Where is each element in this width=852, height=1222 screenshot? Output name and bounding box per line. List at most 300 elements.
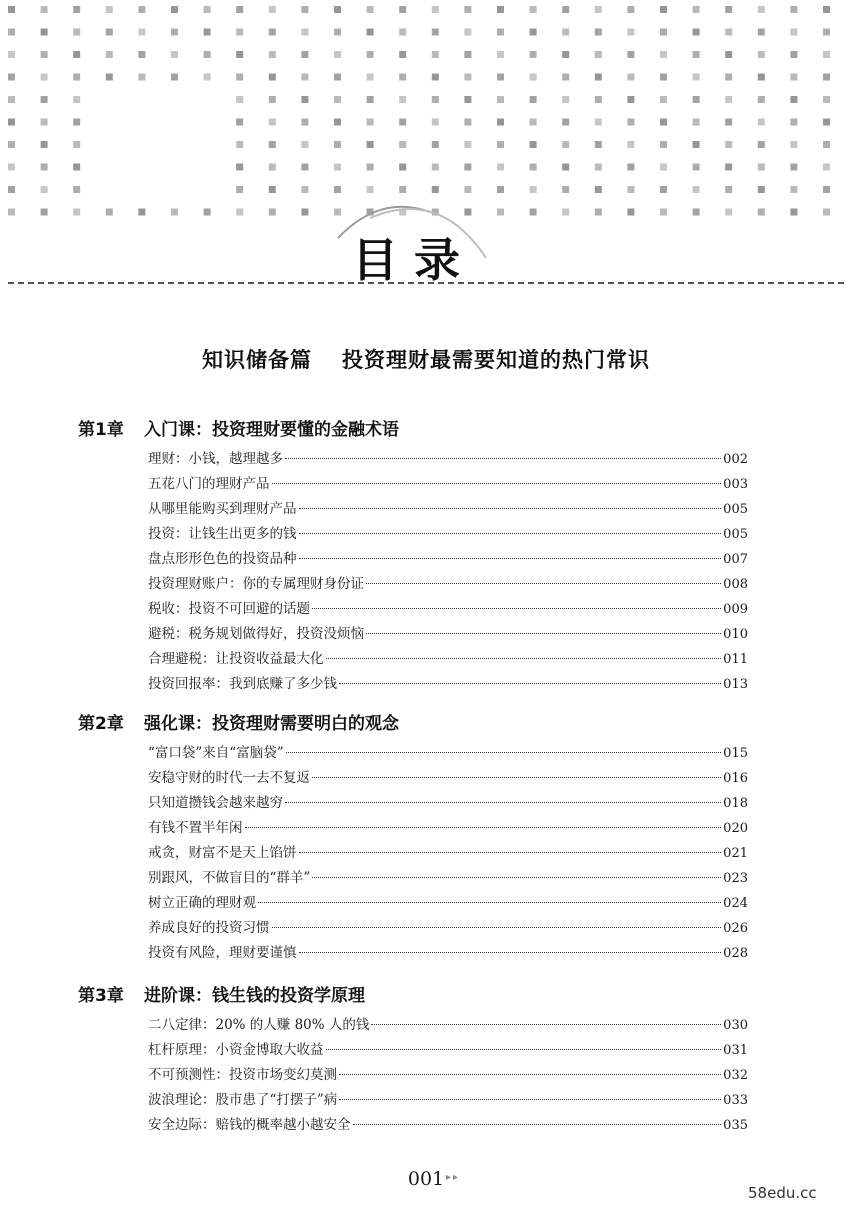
grid-dot <box>432 74 439 81</box>
grid-dot <box>73 96 80 103</box>
dot-leader <box>339 1074 721 1075</box>
grid-dot <box>41 186 48 193</box>
grid-dot <box>823 29 830 36</box>
toc-entry[interactable] <box>148 647 748 672</box>
grid-dot <box>334 74 341 81</box>
grid-dot <box>530 141 537 148</box>
grid-dot <box>204 6 211 13</box>
toc-entry[interactable] <box>148 741 748 766</box>
toc-entry-page: 009 <box>723 602 748 617</box>
grid-dot <box>758 186 765 193</box>
grid-dot <box>432 164 439 171</box>
grid-dot <box>334 29 341 36</box>
grid-dot <box>627 141 634 148</box>
chapter-2 <box>78 707 748 966</box>
grid-dot <box>823 74 830 81</box>
toc-entry-title: 投资理财账户：你的专属理财身份证 <box>148 576 364 592</box>
grid-dot <box>530 6 537 13</box>
grid-dot <box>432 6 439 13</box>
grid-dot <box>562 29 569 36</box>
toc-entry[interactable] <box>148 547 748 572</box>
grid-dot <box>595 119 602 126</box>
grid-dot <box>823 141 830 148</box>
grid-dot <box>236 164 243 171</box>
dot-leader <box>353 1124 722 1125</box>
toc-entry-title: 投资回报率：我到底赚了多少钱 <box>148 676 337 692</box>
site-watermark: 58edu.cc <box>748 1184 817 1202</box>
grid-dot <box>367 6 374 13</box>
grid-dot <box>693 119 700 126</box>
grid-dot <box>725 209 732 216</box>
grid-dot <box>660 119 667 126</box>
dot-leader <box>299 508 722 509</box>
toc-entry-page: 010 <box>723 627 748 642</box>
grid-dot <box>627 29 634 36</box>
toc-entry[interactable] <box>148 672 748 697</box>
grid-dot <box>790 51 797 58</box>
grid-dot <box>334 164 341 171</box>
grid-dot <box>562 119 569 126</box>
grid-dot <box>464 141 471 148</box>
grid-dot <box>790 164 797 171</box>
grid-dot <box>464 6 471 13</box>
grid-dot <box>790 119 797 126</box>
toc-entry-title: 养成良好的投资习惯 <box>148 920 270 936</box>
grid-dot <box>693 141 700 148</box>
grid-dot <box>204 209 211 216</box>
dot-leader <box>312 608 721 609</box>
grid-dot <box>627 119 634 126</box>
grid-dot <box>73 186 80 193</box>
grid-dot <box>41 119 48 126</box>
grid-dot <box>823 119 830 126</box>
toc-entry-page: 032 <box>723 1068 748 1083</box>
grid-dot <box>497 74 504 81</box>
toc-entry[interactable] <box>148 1088 748 1113</box>
toc-entry[interactable] <box>148 1063 748 1088</box>
grid-dot <box>236 96 243 103</box>
grid-dot <box>627 6 634 13</box>
grid-dot <box>725 51 732 58</box>
grid-dot <box>660 141 667 148</box>
toc-entry-title: “富口袋”来自“富脑袋” <box>148 745 284 761</box>
grid-dot <box>464 51 471 58</box>
grid-dot <box>399 51 406 58</box>
toc-entry-page: 007 <box>723 552 748 567</box>
grid-dot <box>464 96 471 103</box>
chapter-number: 第1章 <box>78 420 124 440</box>
grid-dot <box>41 6 48 13</box>
grid-dot <box>399 164 406 171</box>
grid-dot <box>464 164 471 171</box>
toc-entry-title: 税收：投资不可回避的话题 <box>148 601 310 617</box>
grid-dot <box>73 119 80 126</box>
grid-dot <box>269 96 276 103</box>
toc-entry[interactable] <box>148 1113 748 1138</box>
grid-dot <box>301 74 308 81</box>
toc-entry[interactable] <box>148 841 748 866</box>
toc-entry-page: 024 <box>723 896 748 911</box>
chapter-title: 强化课：投资理财需要明白的观念 <box>144 714 399 734</box>
grid-dot <box>823 6 830 13</box>
grid-dot <box>530 209 537 216</box>
toc-entry[interactable] <box>148 916 748 941</box>
grid-dot <box>367 51 374 58</box>
grid-dot <box>8 51 15 58</box>
toc-entry-page: 008 <box>723 577 748 592</box>
toc-entry[interactable] <box>148 791 748 816</box>
toc-entry-title: 树立正确的理财观 <box>148 895 256 911</box>
chapter-title: 进阶课：钱生钱的投资学原理 <box>144 986 365 1006</box>
toc-entry-title: 五花八门的理财产品 <box>148 476 270 492</box>
grid-dot <box>269 141 276 148</box>
toc-entry-title: 从哪里能购买到理财产品 <box>148 501 297 517</box>
toc-entry-title: 盘点形形色色的投资品种 <box>148 551 297 567</box>
grid-dot <box>41 209 48 216</box>
grid-dot <box>399 6 406 13</box>
grid-dot <box>236 119 243 126</box>
chapter-heading <box>78 979 748 1013</box>
dot-leader <box>272 483 722 484</box>
grid-dot <box>41 29 48 36</box>
dot-leader <box>326 658 722 659</box>
grid-dot <box>660 51 667 58</box>
grid-dot <box>497 96 504 103</box>
grid-dot <box>41 51 48 58</box>
grid-dot <box>595 51 602 58</box>
toc-entry[interactable] <box>148 622 748 647</box>
grid-dot <box>660 96 667 103</box>
toc-entry[interactable] <box>148 522 748 547</box>
grid-dot <box>693 164 700 171</box>
grid-dot <box>334 6 341 13</box>
grid-dot <box>758 6 765 13</box>
chapter-3 <box>78 979 748 1138</box>
grid-dot <box>530 164 537 171</box>
grid-dot <box>725 6 732 13</box>
toc-entry[interactable] <box>148 572 748 597</box>
grid-dot <box>823 209 830 216</box>
grid-dot <box>432 51 439 58</box>
grid-dot <box>334 96 341 103</box>
toc-entry-page: 021 <box>723 846 748 861</box>
page-title: 目录 <box>352 233 476 287</box>
double-arrow-icon: ▸▸ <box>446 1172 461 1183</box>
grid-dot <box>725 164 732 171</box>
grid-dot <box>693 74 700 81</box>
grid-dot <box>693 209 700 216</box>
chapter-title: 入门课：投资理财要懂的金融术语 <box>144 420 399 440</box>
grid-dot <box>660 164 667 171</box>
grid-dot <box>432 29 439 36</box>
grid-dot <box>334 186 341 193</box>
toc-entry-title: 投资有风险，理财要谨慎 <box>148 945 297 961</box>
grid-dot <box>530 51 537 58</box>
grid-dot <box>106 74 113 81</box>
grid-dot <box>399 29 406 36</box>
dot-leader <box>326 1049 722 1050</box>
grid-dot <box>758 209 765 216</box>
grid-dot <box>334 119 341 126</box>
grid-dot <box>758 96 765 103</box>
dot-leader <box>371 1024 721 1025</box>
toc-entry-page: 015 <box>723 746 748 761</box>
grid-dot <box>562 141 569 148</box>
toc-entry-page: 013 <box>723 677 748 692</box>
grid-dot <box>73 164 80 171</box>
chapter-heading <box>78 413 748 447</box>
dot-leader <box>366 583 721 584</box>
toc-entry-page: 028 <box>723 946 748 961</box>
grid-dot <box>627 51 634 58</box>
toc-entry-title: 合理避税：让投资收益最大化 <box>148 651 324 667</box>
toc-entry-page: 005 <box>723 527 748 542</box>
toc-entry[interactable] <box>148 941 748 966</box>
toc-entry[interactable] <box>148 816 748 841</box>
toc-entry-page: 016 <box>723 771 748 786</box>
dot-leader <box>339 1099 721 1100</box>
grid-dot <box>204 74 211 81</box>
toc-entry-page: 035 <box>723 1118 748 1133</box>
grid-dot <box>562 209 569 216</box>
grid-dot <box>497 119 504 126</box>
grid-dot <box>464 29 471 36</box>
toc-entry[interactable] <box>148 766 748 791</box>
grid-dot <box>171 29 178 36</box>
toc-entry[interactable] <box>148 472 748 497</box>
toc-entry-page: 033 <box>723 1093 748 1108</box>
grid-dot <box>41 96 48 103</box>
toc-entry-page: 031 <box>723 1043 748 1058</box>
grid-dot <box>138 6 145 13</box>
grid-dot <box>138 209 145 216</box>
chapter-number: 第2章 <box>78 714 124 734</box>
toc-entry-page: 005 <box>723 502 748 517</box>
grid-dot <box>399 141 406 148</box>
grid-dot <box>73 29 80 36</box>
toc-entry[interactable] <box>148 866 748 891</box>
dot-leader <box>299 852 722 853</box>
grid-dot <box>464 74 471 81</box>
toc-entry-title: 别跟风，不做盲目的“群羊” <box>148 870 311 886</box>
grid-dot <box>660 29 667 36</box>
dot-leader <box>339 683 721 684</box>
dot-leader <box>312 777 721 778</box>
grid-dot <box>367 164 374 171</box>
grid-dot <box>823 96 830 103</box>
grid-dot <box>171 209 178 216</box>
grid-dot <box>530 29 537 36</box>
grid-dot <box>432 119 439 126</box>
grid-dot <box>106 209 113 216</box>
grid-dot <box>269 74 276 81</box>
grid-dot <box>301 6 308 13</box>
grid-dot <box>204 29 211 36</box>
grid-dot <box>758 164 765 171</box>
grid-dot <box>627 164 634 171</box>
toc-entry[interactable] <box>148 1038 748 1063</box>
grid-dot <box>432 186 439 193</box>
grid-dot <box>464 186 471 193</box>
grid-dot <box>530 186 537 193</box>
toc-entry-title: 杠杆原理：小资金博取大收益 <box>148 1042 324 1058</box>
grid-dot <box>73 74 80 81</box>
grid-dot <box>497 51 504 58</box>
grid-dot <box>269 119 276 126</box>
grid-dot <box>367 186 374 193</box>
grid-dot <box>269 6 276 13</box>
grid-dot <box>595 186 602 193</box>
chapter-heading <box>78 707 748 741</box>
grid-dot <box>8 6 15 13</box>
grid-dot <box>269 164 276 171</box>
grid-dot <box>497 29 504 36</box>
grid-dot <box>236 209 243 216</box>
grid-dot <box>8 141 15 148</box>
grid-dot <box>73 51 80 58</box>
grid-dot <box>269 209 276 216</box>
grid-dot <box>269 29 276 36</box>
grid-dot <box>301 186 308 193</box>
toc-entry-page: 020 <box>723 821 748 836</box>
dot-leader <box>299 558 722 559</box>
toc-entry[interactable] <box>148 1013 748 1038</box>
dot-leader <box>299 952 722 953</box>
grid-dot <box>562 186 569 193</box>
toc-entry-page: 030 <box>723 1018 748 1033</box>
grid-dot <box>171 74 178 81</box>
grid-dot <box>106 51 113 58</box>
grid-dot <box>530 74 537 81</box>
grid-dot <box>301 119 308 126</box>
part-label: 知识储备篇 <box>202 348 312 372</box>
grid-dot <box>171 6 178 13</box>
grid-dot <box>236 29 243 36</box>
grid-dot <box>301 141 308 148</box>
title-divider <box>8 282 844 284</box>
grid-dot <box>8 209 15 216</box>
grid-dot <box>725 29 732 36</box>
dot-leader <box>299 533 722 534</box>
dot-leader <box>285 458 721 459</box>
toc-entry-page: 003 <box>723 477 748 492</box>
grid-dot <box>367 141 374 148</box>
dot-leader <box>258 902 721 903</box>
grid-dot <box>367 119 374 126</box>
grid-dot <box>8 119 15 126</box>
grid-dot <box>497 209 504 216</box>
grid-dot <box>138 51 145 58</box>
grid-dot <box>497 164 504 171</box>
toc-entry-title: 只知道攒钱会越来越穷 <box>148 795 283 811</box>
grid-dot <box>530 96 537 103</box>
grid-dot <box>823 186 830 193</box>
dot-leader <box>366 633 721 634</box>
grid-dot <box>725 186 732 193</box>
grid-dot <box>627 209 634 216</box>
grid-dot <box>334 51 341 58</box>
toc-entry-title: 理财：小钱，越理越多 <box>148 451 283 467</box>
grid-dot <box>660 6 667 13</box>
toc-entry[interactable] <box>148 597 748 622</box>
grid-dot <box>73 141 80 148</box>
grid-dot <box>562 51 569 58</box>
toc-entry[interactable] <box>148 497 748 522</box>
toc-entry-page: 002 <box>723 452 748 467</box>
part-heading <box>0 344 852 374</box>
grid-dot <box>758 141 765 148</box>
grid-dot <box>236 141 243 148</box>
grid-dot <box>269 51 276 58</box>
grid-dot <box>236 186 243 193</box>
grid-dot <box>595 29 602 36</box>
grid-dot <box>41 74 48 81</box>
grid-dot <box>497 141 504 148</box>
dot-leader <box>312 877 721 878</box>
grid-dot <box>562 74 569 81</box>
grid-dot <box>432 96 439 103</box>
grid-dot <box>301 29 308 36</box>
chapter-1 <box>78 413 748 697</box>
grid-dot <box>725 141 732 148</box>
grid-dot <box>41 141 48 148</box>
grid-dot <box>693 29 700 36</box>
grid-dot <box>823 164 830 171</box>
grid-dot <box>106 29 113 36</box>
toc-entry-page: 026 <box>723 921 748 936</box>
grid-dot <box>660 186 667 193</box>
dot-leader <box>245 827 722 828</box>
toc-entry-title: 不可预测性：投资市场变幻莫测 <box>148 1067 337 1083</box>
grid-dot <box>790 29 797 36</box>
grid-dot <box>790 141 797 148</box>
grid-dot <box>660 74 667 81</box>
grid-dot <box>301 51 308 58</box>
grid-dot <box>562 96 569 103</box>
grid-dot <box>399 74 406 81</box>
grid-dot <box>106 6 113 13</box>
toc-entry-title: 戒贪，财富不是天上馅饼 <box>148 845 297 861</box>
dot-leader <box>286 752 722 753</box>
grid-dot <box>693 186 700 193</box>
grid-dot <box>693 96 700 103</box>
grid-dot <box>725 119 732 126</box>
grid-dot <box>660 209 667 216</box>
grid-dot <box>8 164 15 171</box>
grid-dot <box>627 186 634 193</box>
grid-dot <box>8 74 15 81</box>
grid-dot <box>236 74 243 81</box>
grid-dot <box>8 29 15 36</box>
grid-dot <box>758 119 765 126</box>
grid-dot <box>725 96 732 103</box>
toc-entry[interactable] <box>148 891 748 916</box>
dot-leader <box>272 927 722 928</box>
grid-dot <box>823 51 830 58</box>
grid-dot <box>367 29 374 36</box>
grid-dot <box>758 74 765 81</box>
grid-dot <box>595 141 602 148</box>
page-number: 001 <box>407 1168 445 1190</box>
toc-entry[interactable] <box>148 447 748 472</box>
grid-dot <box>595 209 602 216</box>
grid-dot <box>8 186 15 193</box>
grid-dot <box>8 96 15 103</box>
toc-entry-title: 有钱不置半年闲 <box>148 820 243 836</box>
grid-dot <box>367 74 374 81</box>
grid-dot <box>595 96 602 103</box>
grid-dot <box>693 51 700 58</box>
